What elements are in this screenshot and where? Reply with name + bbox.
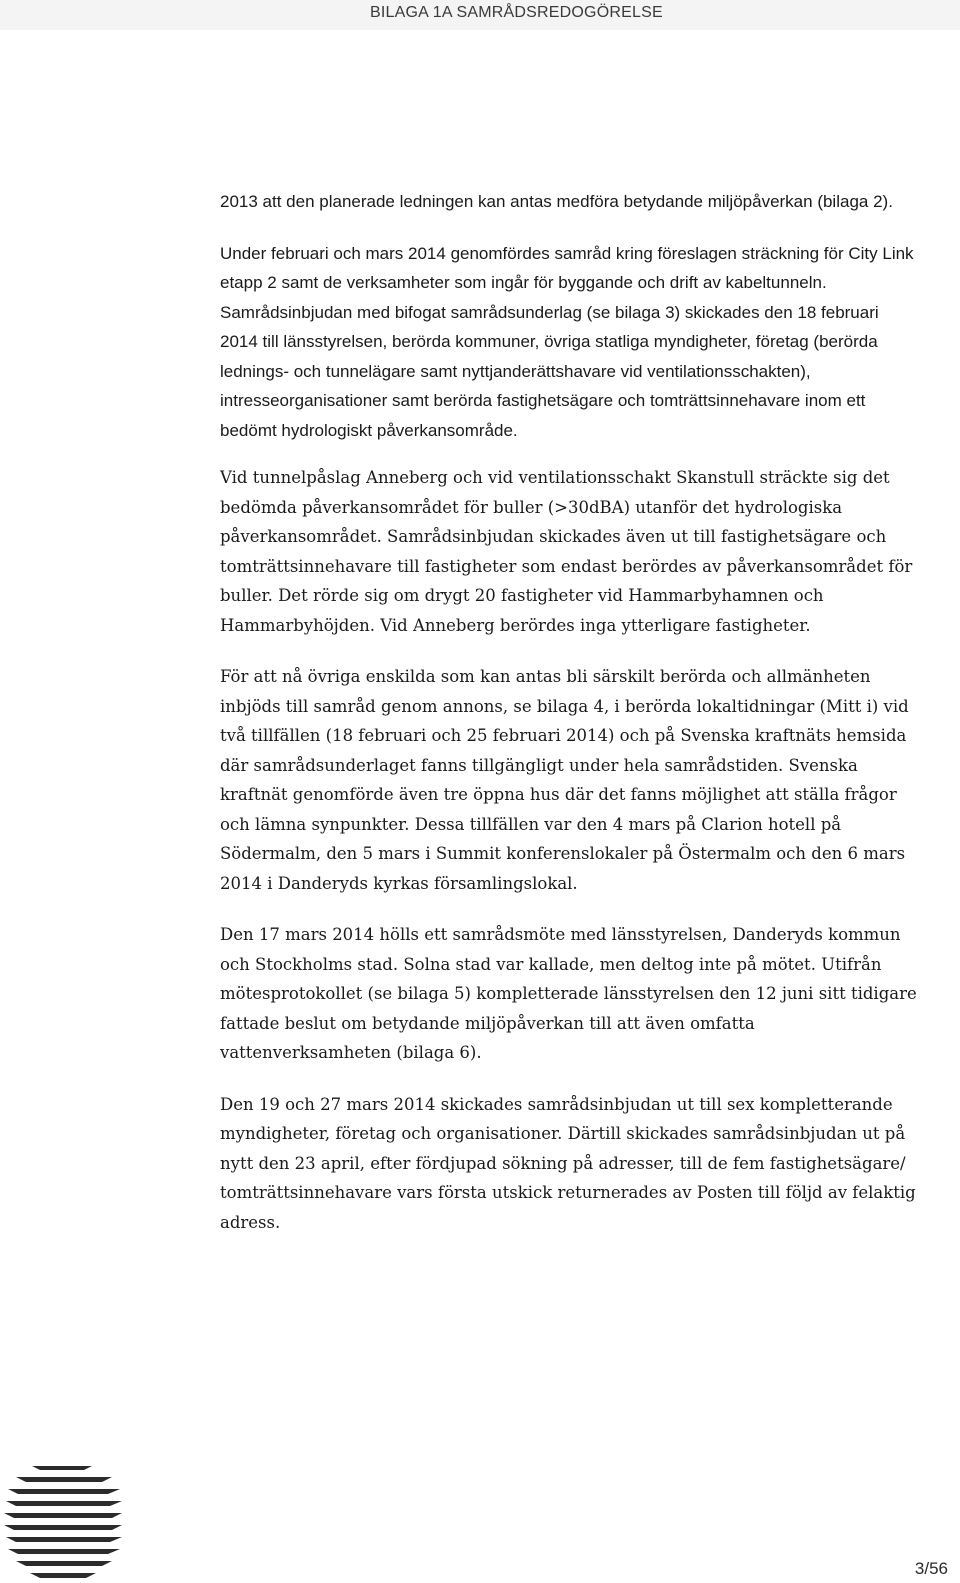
paragraph-1: 2013 att den planerade ledningen kan antas medföra betydande miljöpåverkan (bilaga 2). bbox=[220, 192, 893, 211]
document-body bbox=[220, 187, 920, 1259]
paragraph-3: Vid tunnelpåslag Anneberg och vid ventilationsschakt Skanstull sträckte sig det bedömda påverkansområdet för buller (>30dBA) utanför det hydrologiska påverkansområdet. Samrådsinbjudan skickades även ut till fastighetsägare och tomträttsinnehavare till fastigheter som endast berördes av påverkansområdet för buller. Det rörde sig om drygt 20 fastigheter vid Hammarbyhamnen och Hammarbyhöjden. Vid Anneberg berördes inga ytterligare fastigheter. bbox=[220, 468, 913, 635]
paragraph-5: Den 17 mars 2014 hölls ett samrådsmöte med länsstyrelsen, Danderyds kommun och Stockholms stad. Solna stad var kallade, men deltog inte på mötet. Utifrån mötesprotokollet (se bilaga 5) kompletterade länsstyrelsen den 12 juni sitt tidigare fattade beslut om betydande miljöpåverkan till att även omfatta vattenverksamheten (bilaga 6). bbox=[220, 925, 917, 1062]
paragraph-2: Under februari och mars 2014 genomfördes samråd kring föreslagen sträckning för City Link etapp 2 samt de verksamheter som ingår för byggande och drift av kabeltunneln. Samrådsinbjudan med bifogat samrådsunderlag (se bilaga 3) skickades den 18 februari 2014 till länsstyrelsen, berörda kommuner, övriga statliga myndigheter, företag (berörda lednings- och tunnelägare samt nyttjanderättshavare vid ventilationsschakten), intresseorganisationer samt berörda fastighetsägare och tomträttsinnehavare inom ett bedömt hydrologiskt påverkansområde. bbox=[220, 243, 914, 440]
page-header bbox=[0, 0, 960, 30]
header-title: BILAGA 1A SAMRÅDSREDOGÖRELSE bbox=[370, 4, 663, 21]
page-number: 3/56 bbox=[914, 1559, 948, 1578]
paragraph-6: Den 19 och 27 mars 2014 skickades samrådsinbjudan ut till sex kompletterande myndigheter, företag och organisationer. Därtill skickades samrådsinbjudan ut på nytt den 23 april, efter fördjupad sökning på adresser, till de fem fastighetsägare/ tomträttsinnehavare vars första utskick returnerades av Posten till följd av felaktig adress. bbox=[220, 1094, 916, 1232]
svenska-kraftnat-logo-icon bbox=[2, 1460, 122, 1583]
paragraph-4: För att nå övriga enskilda som kan antas bli särskilt berörda och allmänheten inbjöds till samråd genom annons, se bilaga 4, i berörda lokaltidningar (Mitt i) vid två tillfällen (18 februari och 25 februari 2014) och på Svenska kraftnäts hemsida där samrådsunderlaget fanns tillgängligt under hela samrådstiden. Svenska kraftnät genomförde även tre öppna hus där det fanns möjlighet att ställa frågor och lämna synpunkter. Dessa tillfällen var den 4 mars på Clarion hotell på Södermalm, den 5 mars i Summit konferenslokaler på Östermalm och den 6 mars 2014 i Danderyds kyrkas församlingslokal. bbox=[220, 667, 909, 893]
